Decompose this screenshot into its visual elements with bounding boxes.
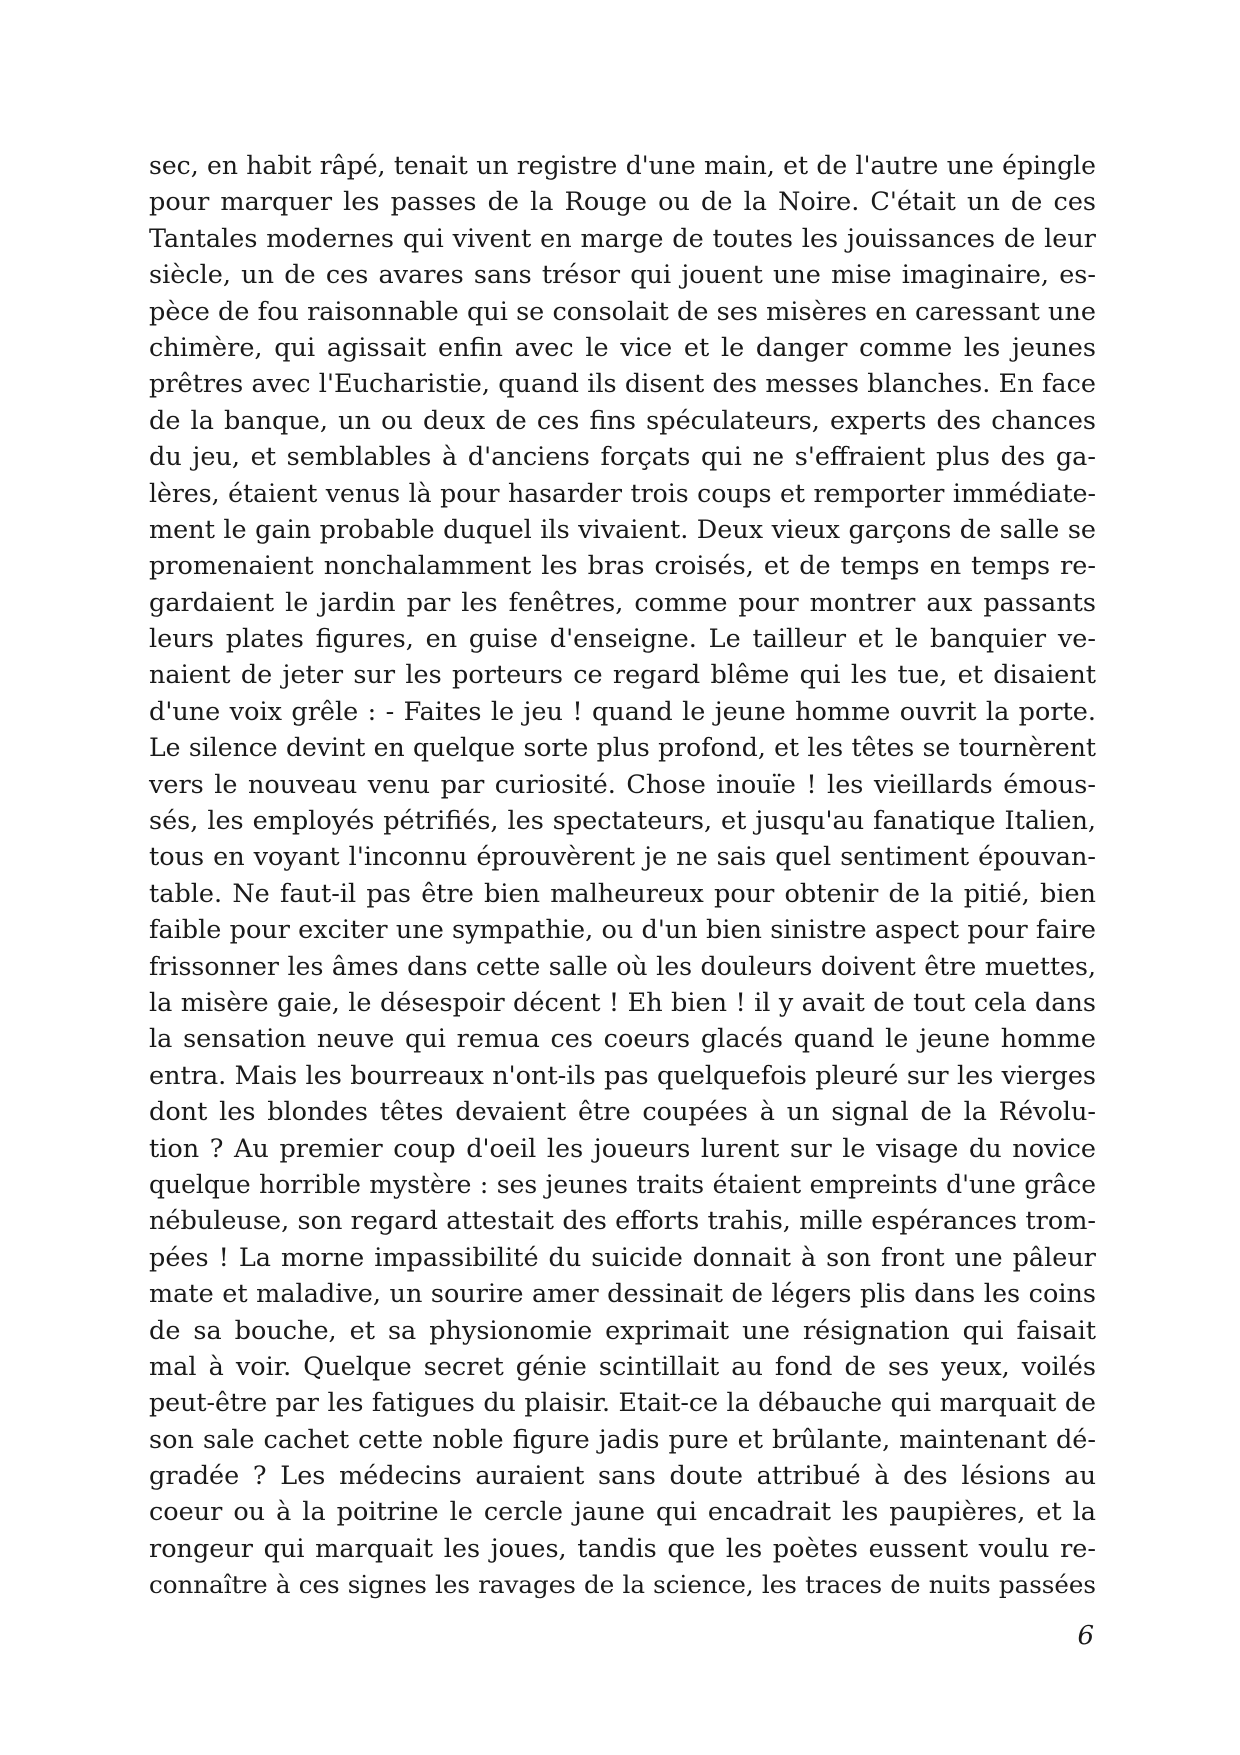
text-line: leurs plates figures, en guise d'enseigne. Le tailleur et le banquier ve- <box>149 624 1096 655</box>
text-line: connaître à ces signes les ravages de la science, les traces de nuits passées <box>149 1570 1096 1600</box>
text-line: sés, les employés pétrifiés, les spectateurs, et jusqu'au fanatique Italien, <box>149 806 1096 837</box>
text-line: mal à voir. Quelque secret génie scintillait au fond de ses yeux, voilés <box>149 1351 1096 1382</box>
text-line: pées ! La morne impassibilité du suicide donnait à son front une pâleur <box>149 1242 1096 1273</box>
text-line: tion ? Au premier coup d'oeil les joueurs lurent sur le visage du novice <box>149 1133 1096 1164</box>
text-line: lères, étaient venus là pour hasarder trois coups et remporter immédiate- <box>149 478 1096 508</box>
text-line: gradée ? Les médecins auraient sans doute attribué à des lésions au <box>149 1461 1096 1492</box>
text-line: coeur ou à la poitrine le cercle jaune qui encadrait les paupières, et la <box>149 1497 1096 1528</box>
text-line: mate et maladive, un sourire amer dessinait de légers plis dans les coins <box>149 1279 1096 1310</box>
body-text <box>149 148 1096 1604</box>
text-line: sec, en habit râpé, tenait un registre d'une main, et de l'autre une épingle <box>149 151 1096 180</box>
text-line: ment le gain probable duquel ils vivaient. Deux vieux garçons de salle se <box>149 514 1096 545</box>
text-line: prêtres avec l'Eucharistie, quand ils disent des messes blanches. En face <box>149 369 1096 400</box>
text-line: quelque horrible mystère : ses jeunes traits étaient empreints d'une grâce <box>149 1169 1096 1199</box>
text-line: rongeur qui marquait les joues, tandis que les poètes eussent voulu re- <box>149 1533 1096 1564</box>
text-line: Le silence devint en quelque sorte plus profond, et les têtes se tournèrent <box>149 733 1096 763</box>
text-line: du jeu, et semblables à d'anciens forçats qui ne s'effraient plus des ga- <box>149 442 1096 473</box>
text-line: nébuleuse, son regard attestait des efforts trahis, mille espérances trom- <box>149 1206 1096 1237</box>
text-line: pour marquer les passes de la Rouge ou de la Noire. C'était un de ces <box>149 187 1096 218</box>
text-line: gardaient le jardin par les fenêtres, comme pour montrer aux passants <box>149 587 1096 618</box>
text-line: chimère, qui agissait enfin avec le vice et le danger comme les jeunes <box>149 332 1096 363</box>
text-line: peut-être par les fatigues du plaisir. Etait-ce la débauche qui marquait de <box>149 1388 1096 1418</box>
text-line: dont les blondes têtes devaient être coupées à un signal de la Révolu- <box>149 1097 1096 1128</box>
text-line: son sale cachet cette noble figure jadis pure et brûlante, maintenant dé- <box>149 1424 1096 1455</box>
text-line: table. Ne faut-il pas être bien malheureux pour obtenir de la pitié, bien <box>149 878 1096 909</box>
text-line: de la banque, un ou deux de ces fins spéculateurs, experts des chances <box>149 405 1096 436</box>
text-line: siècle, un de ces avares sans trésor qui jouent une mise imaginaire, es- <box>149 260 1096 291</box>
text-line: frissonner les âmes dans cette salle où les douleurs doivent être muettes, <box>149 951 1096 981</box>
text-line: faible pour exciter une sympathie, ou d'un bien sinistre aspect pour faire <box>149 915 1096 946</box>
text-line: naient de jeter sur les porteurs ce regard blême qui les tue, et disaient <box>149 660 1096 691</box>
text-line: pèce de fou raisonnable qui se consolait de ses misères en caressant une <box>149 296 1096 327</box>
text-line: entra. Mais les bourreaux n'ont-ils pas quelquefois pleuré sur les vierges <box>149 1060 1096 1091</box>
text-line: vers le nouveau venu par curiosité. Chose inouïe ! les vieillards émous- <box>149 769 1096 800</box>
text-line: de sa bouche, et sa physionomie exprimait une résignation qui faisait <box>149 1315 1096 1346</box>
text-line: tous en voyant l'inconnu éprouvèrent je ne sais quel sentiment épouvan- <box>149 842 1096 873</box>
text-line: la misère gaie, le désespoir décent ! Eh bien ! il y avait de tout cela dans <box>149 987 1096 1018</box>
text-line: Tantales modernes qui vivent en marge de toutes les jouissances de leur <box>149 223 1096 254</box>
text-line: promenaient nonchalamment les bras croisés, et de temps en temps re- <box>149 551 1096 582</box>
text-line: la sensation neuve qui remua ces coeurs glacés quand le jeune homme <box>149 1024 1096 1055</box>
page-number: 6 <box>1077 1621 1094 1651</box>
text-line: d'une voix grêle : - Faites le jeu ! quand le jeune homme ouvrit la porte. <box>149 696 1096 727</box>
